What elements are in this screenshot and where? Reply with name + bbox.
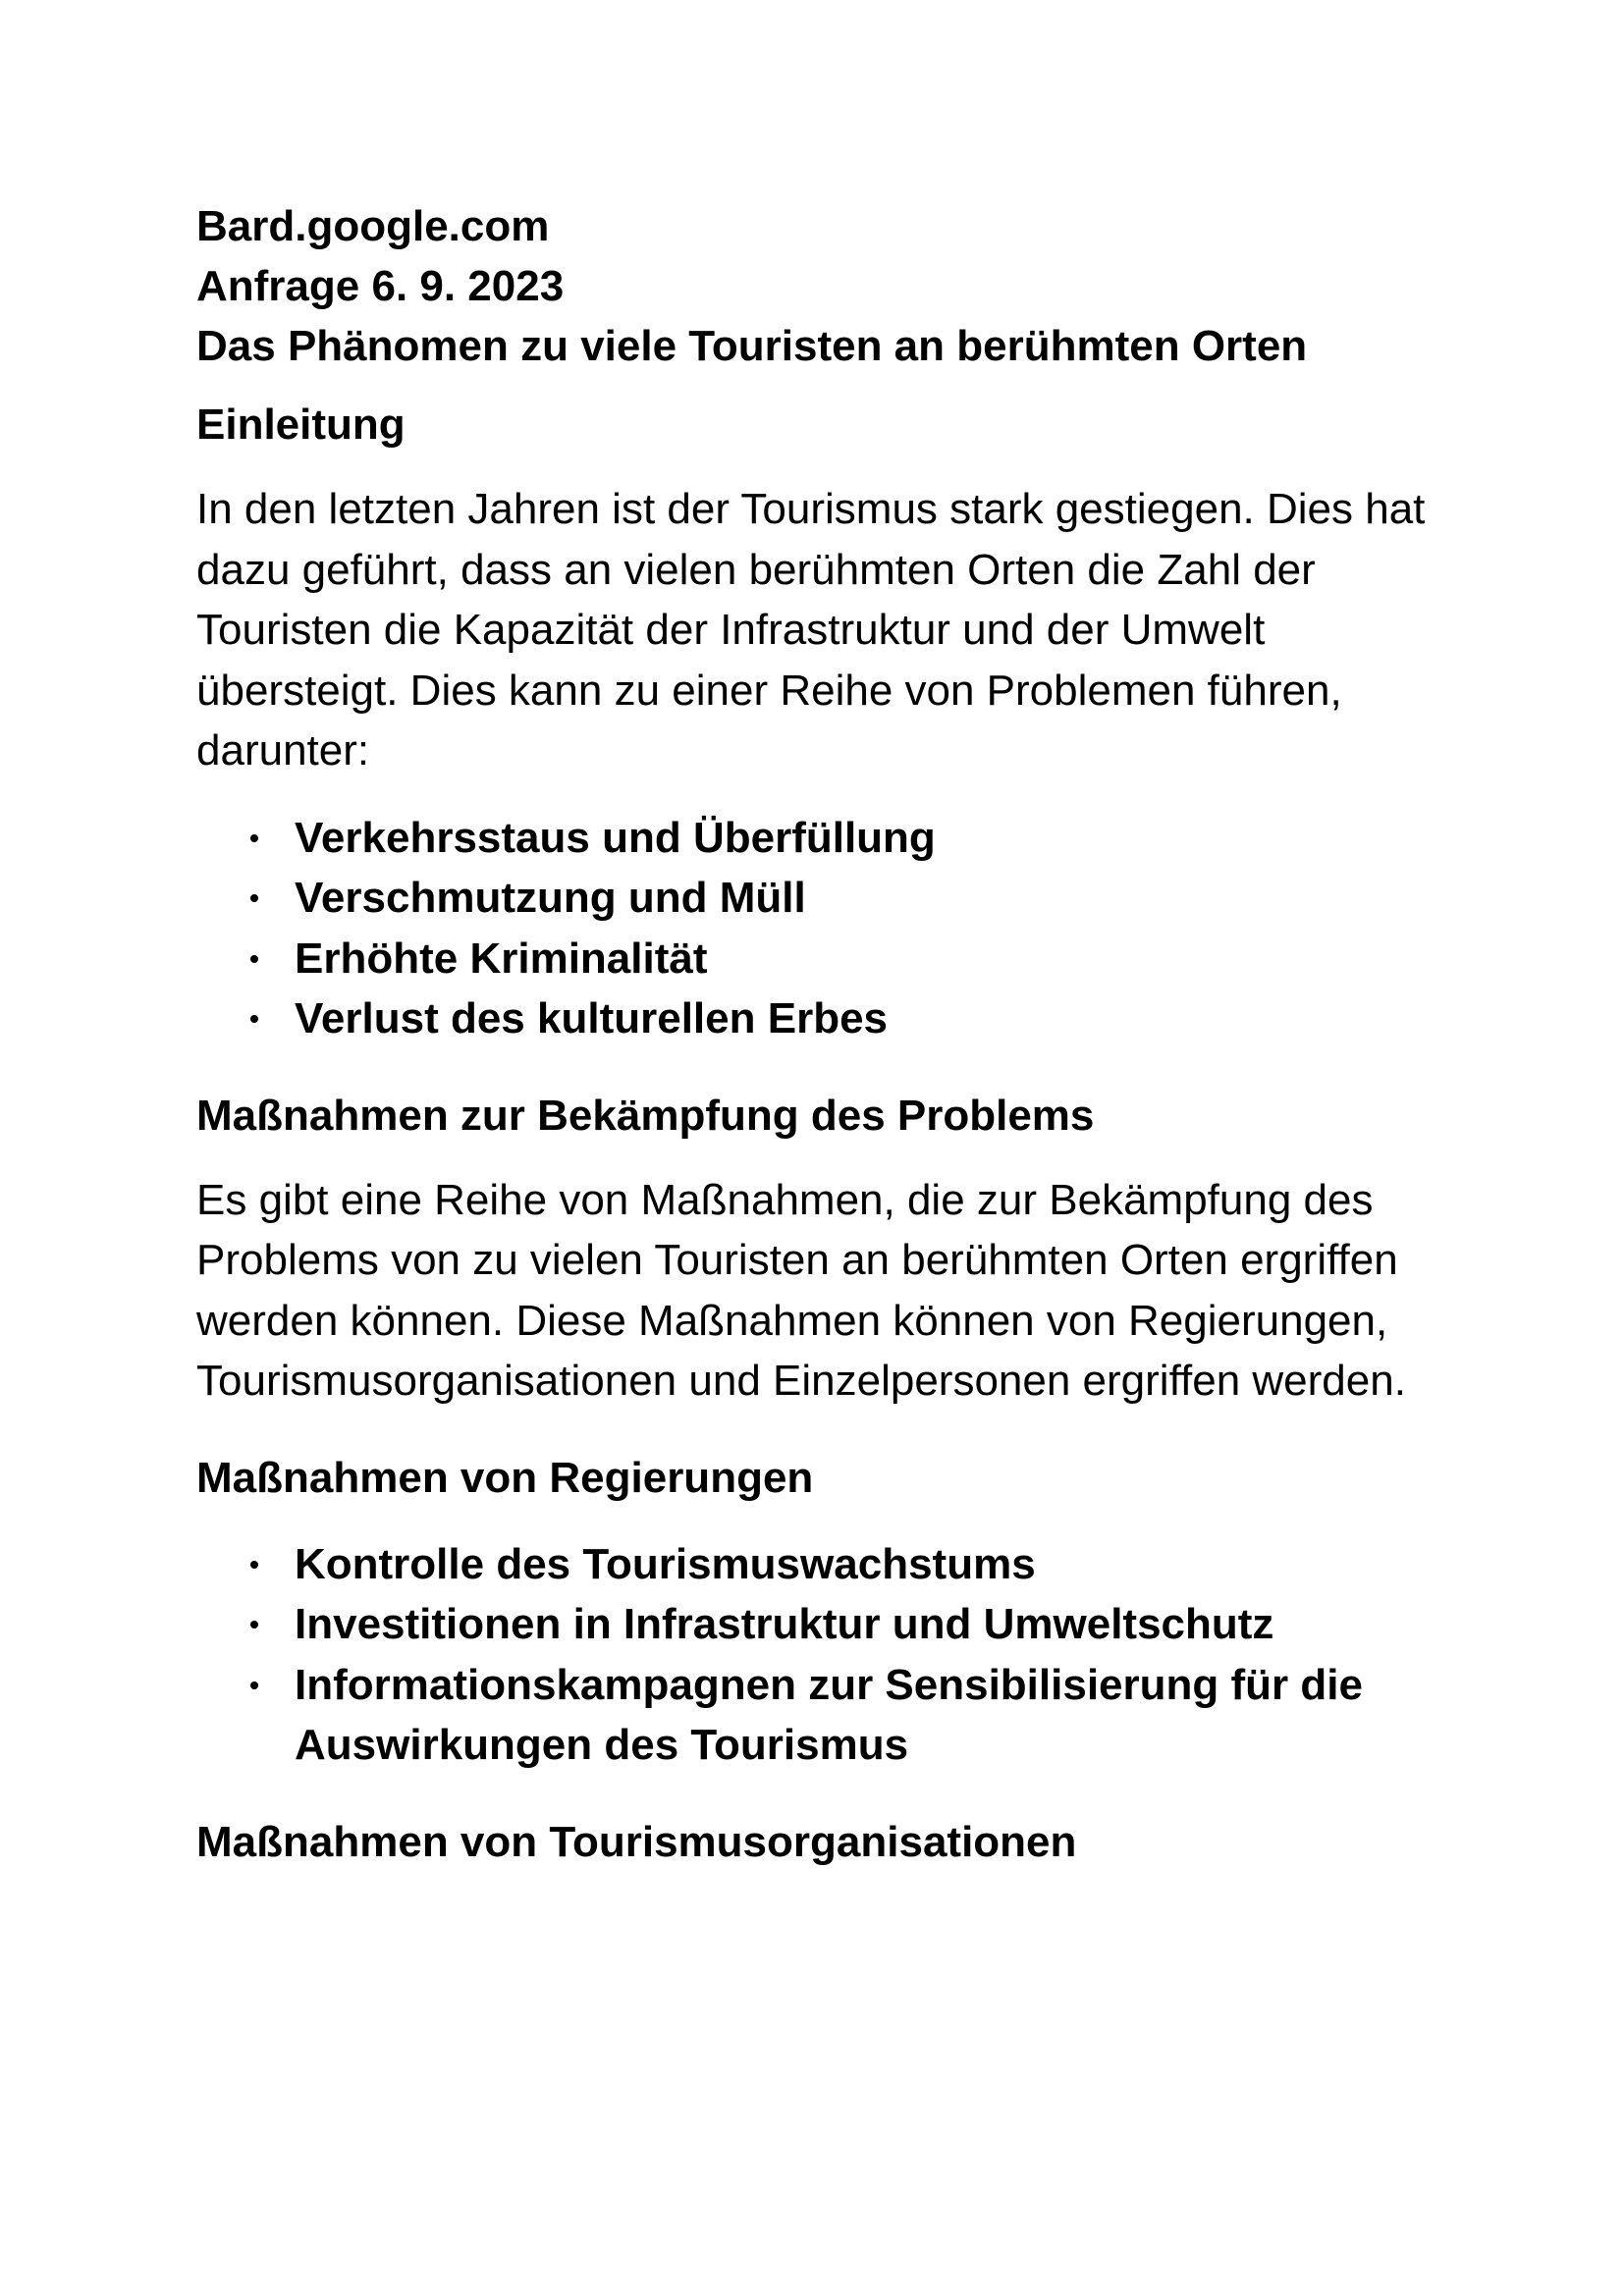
heading-organizations: Maßnahmen von Tourismusorganisationen — [196, 1817, 1077, 1866]
list-item — [196, 1534, 1463, 1595]
list-item-text: Kontrolle des Tourismuswachstums — [295, 1539, 1036, 1588]
document-title: Das Phänomen zu viele Touristen an berühmten Orten — [196, 322, 1308, 370]
paragraph-intro: In den letzten Jahren ist der Tourismus stark gestiegen. Dies hat dazu geführt, dass an vielen berühmten Orten die Zahl der Touristen die Kapazität der Infrastruktur und der Umwelt übersteigt. Dies kann zu einer Reihe von Problemen führen, darunter: — [196, 485, 1426, 774]
list-item — [196, 808, 1463, 869]
heading-intro: Einleitung — [196, 400, 406, 449]
bullet-icon — [250, 834, 258, 842]
government-measures-list — [196, 1534, 1463, 1776]
source-line: Bard.google.com — [196, 202, 550, 250]
list-item — [196, 868, 1463, 929]
list-item-text: Verlust des kulturellen Erbes — [295, 994, 889, 1042]
bullet-icon — [250, 1561, 258, 1569]
heading-government: Maßnahmen von Regierungen — [196, 1453, 814, 1502]
list-item-text: Investitionen in Infrastruktur und Umweltschutz — [295, 1600, 1274, 1648]
bullet-icon — [250, 1682, 258, 1689]
paragraph-measures: Es gibt eine Reihe von Maßnahmen, die zur Bekämpfung des Problems von zu vielen Touristen an berühmten Orten ergriffen werden können. Diese Maßnahmen können von Regierungen, Tourismusorganisationen und Einzelpersonen ergriffen werden. — [196, 1175, 1406, 1405]
list-item — [196, 988, 1463, 1049]
heading-measures: Maßnahmen zur Bekämpfung des Problems — [196, 1091, 1095, 1140]
list-item-text: Erhöhte Kriminalität — [295, 934, 708, 983]
list-item-text: Verschmutzung und Müll — [295, 874, 806, 922]
list-item-text: Informationskampagnen zur Sensibilisierung für die Auswirkungen des Tourismus — [295, 1660, 1363, 1769]
bullet-icon — [250, 955, 258, 963]
bullet-icon — [250, 1015, 258, 1023]
list-item — [196, 1594, 1463, 1655]
problem-list — [196, 808, 1463, 1049]
list-item — [196, 1655, 1463, 1776]
bullet-icon — [250, 1621, 258, 1629]
document-page — [196, 196, 1463, 1872]
bullet-icon — [250, 894, 258, 902]
list-item-text: Verkehrsstaus und Überfüllung — [295, 813, 936, 862]
list-item — [196, 929, 1463, 989]
date-line: Anfrage 6. 9. 2023 — [196, 262, 565, 310]
